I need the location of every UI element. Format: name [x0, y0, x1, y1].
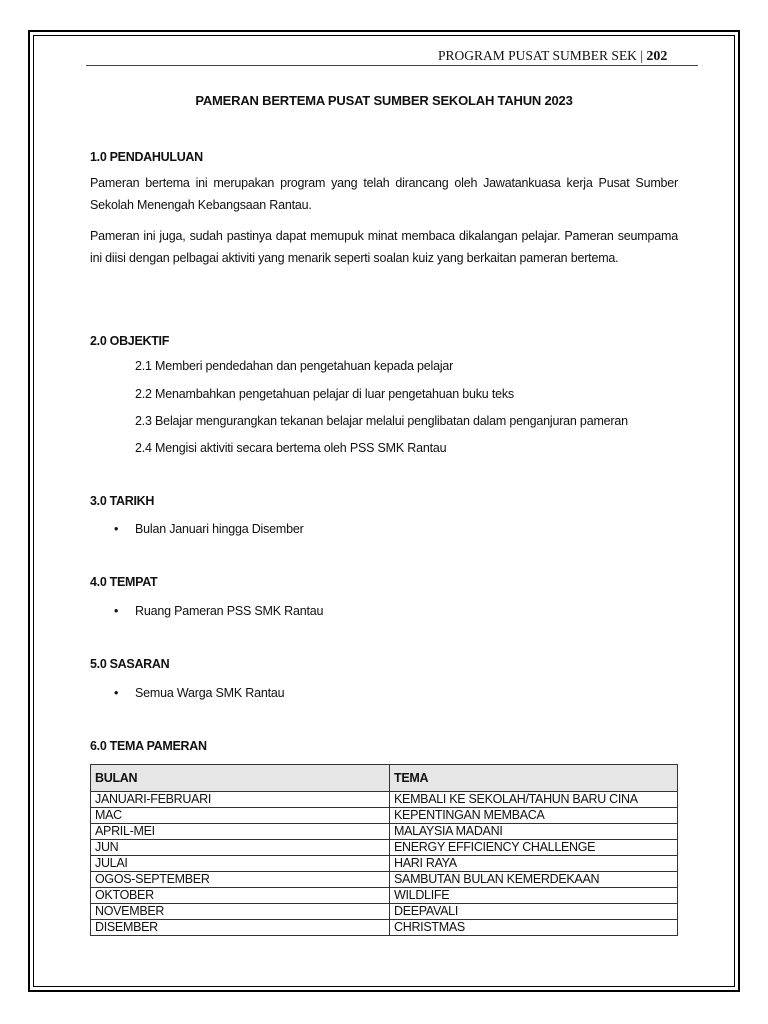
table-row: [91, 840, 678, 856]
heading-tempat: 4.0 TEMPAT: [90, 575, 158, 589]
bulan-cell: MAC: [91, 808, 390, 824]
bullet-tarikh: [114, 522, 304, 536]
table-header-row: [91, 765, 678, 792]
bullet-dot: •: [114, 522, 119, 536]
running-header: [438, 48, 698, 65]
bulan-cell: OGOS-SEPTEMBER: [91, 872, 390, 888]
bulan-cell: DISEMBER: [91, 920, 390, 936]
table-row: [91, 872, 678, 888]
tema-cell: MALAYSIA MADANI: [390, 824, 678, 840]
bullet-dot: •: [114, 686, 119, 700]
bulan-cell: JULAI: [91, 856, 390, 872]
bullet-sasaran: [114, 686, 284, 700]
tema-cell: HARI RAYA: [390, 856, 678, 872]
running-header-separator: |: [640, 48, 644, 63]
bulan-cell: JANUARI-FEBRUARI: [91, 792, 390, 808]
tema-cell: CHRISTMAS: [390, 920, 678, 936]
table-row: [91, 904, 678, 920]
paragraph-pendahuluan-2: Pameran ini juga, sudah pastinya dapat memupuk minat membaca dikalangan pelajar. Pameran seumpama ini diisi dengan pelbagai aktiviti yang menarik seperti soalan kuiz yang berkaitan pameran bertema.: [90, 229, 678, 265]
bullet-tempat: [114, 604, 323, 618]
bulan-cell: OKTOBER: [91, 888, 390, 904]
objektif-item: 2.1 Memberi pendedahan dan pengetahuan kepada pelajar: [135, 359, 454, 373]
running-header-title: PROGRAM PUSAT SUMBER SEK: [438, 48, 637, 63]
tema-cell: SAMBUTAN BULAN KEMERDEKAAN: [390, 872, 678, 888]
heading-sasaran: 5.0 SASARAN: [90, 657, 170, 671]
bullet-tempat-text: Ruang Pameran PSS SMK Rantau: [135, 604, 324, 618]
heading-objektif: 2.0 OBJEKTIF: [90, 334, 170, 348]
bulan-cell: JUN: [91, 840, 390, 856]
heading-tarikh: 3.0 TARIKH: [90, 494, 155, 508]
bullet-dot: •: [114, 604, 119, 618]
objektif-item: 2.3 Belajar mengurangkan tekanan belajar melalui penglibatan dalam penganjuran pameran: [135, 414, 628, 428]
heading-tema-pameran: 6.0 TEMA PAMERAN: [90, 739, 207, 753]
table-row: [91, 792, 678, 808]
column-header-tema: TEMA: [390, 765, 678, 792]
bulan-cell: APRIL-MEI: [91, 824, 390, 840]
tema-cell: ENERGY EFFICIENCY CHALLENGE: [390, 840, 678, 856]
bullet-sasaran-text: Semua Warga SMK Rantau: [135, 686, 285, 700]
objektif-item: 2.2 Menambahkan pengetahuan pelajar di luar pengetahuan buku teks: [135, 387, 514, 401]
column-header-bulan: BULAN: [91, 765, 390, 792]
tema-table: [90, 764, 678, 936]
table-row: [91, 888, 678, 904]
heading-pendahuluan: 1.0 PENDAHULUAN: [90, 150, 203, 164]
objektif-item: 2.4 Mengisi aktiviti secara bertema oleh PSS SMK Rantau: [135, 441, 447, 455]
table-row: [91, 856, 678, 872]
tema-cell: KEMBALI KE SEKOLAH/TAHUN BARU CINA: [390, 792, 678, 808]
header-rule: [86, 65, 698, 66]
paragraph-pendahuluan-1: Pameran bertema ini merupakan program yang telah dirancang oleh Jawatankuasa kerja Pusat Sumber Sekolah Menengah Kebangsaan Rantau.: [90, 176, 678, 212]
table-row: [91, 920, 678, 936]
tema-cell: DEEPAVALI: [390, 904, 678, 920]
running-header-year: 202: [646, 49, 668, 64]
document-title: PAMERAN BERTEMA PUSAT SUMBER SEKOLAH TAHUN 2023: [195, 93, 573, 108]
bulan-cell: NOVEMBER: [91, 904, 390, 920]
tema-cell: WILDLIFE: [390, 888, 678, 904]
bullet-tarikh-text: Bulan Januari hingga Disember: [135, 522, 304, 536]
table-row: [91, 824, 678, 840]
table-row: [91, 808, 678, 824]
tema-cell: KEPENTINGAN MEMBACA: [390, 808, 678, 824]
